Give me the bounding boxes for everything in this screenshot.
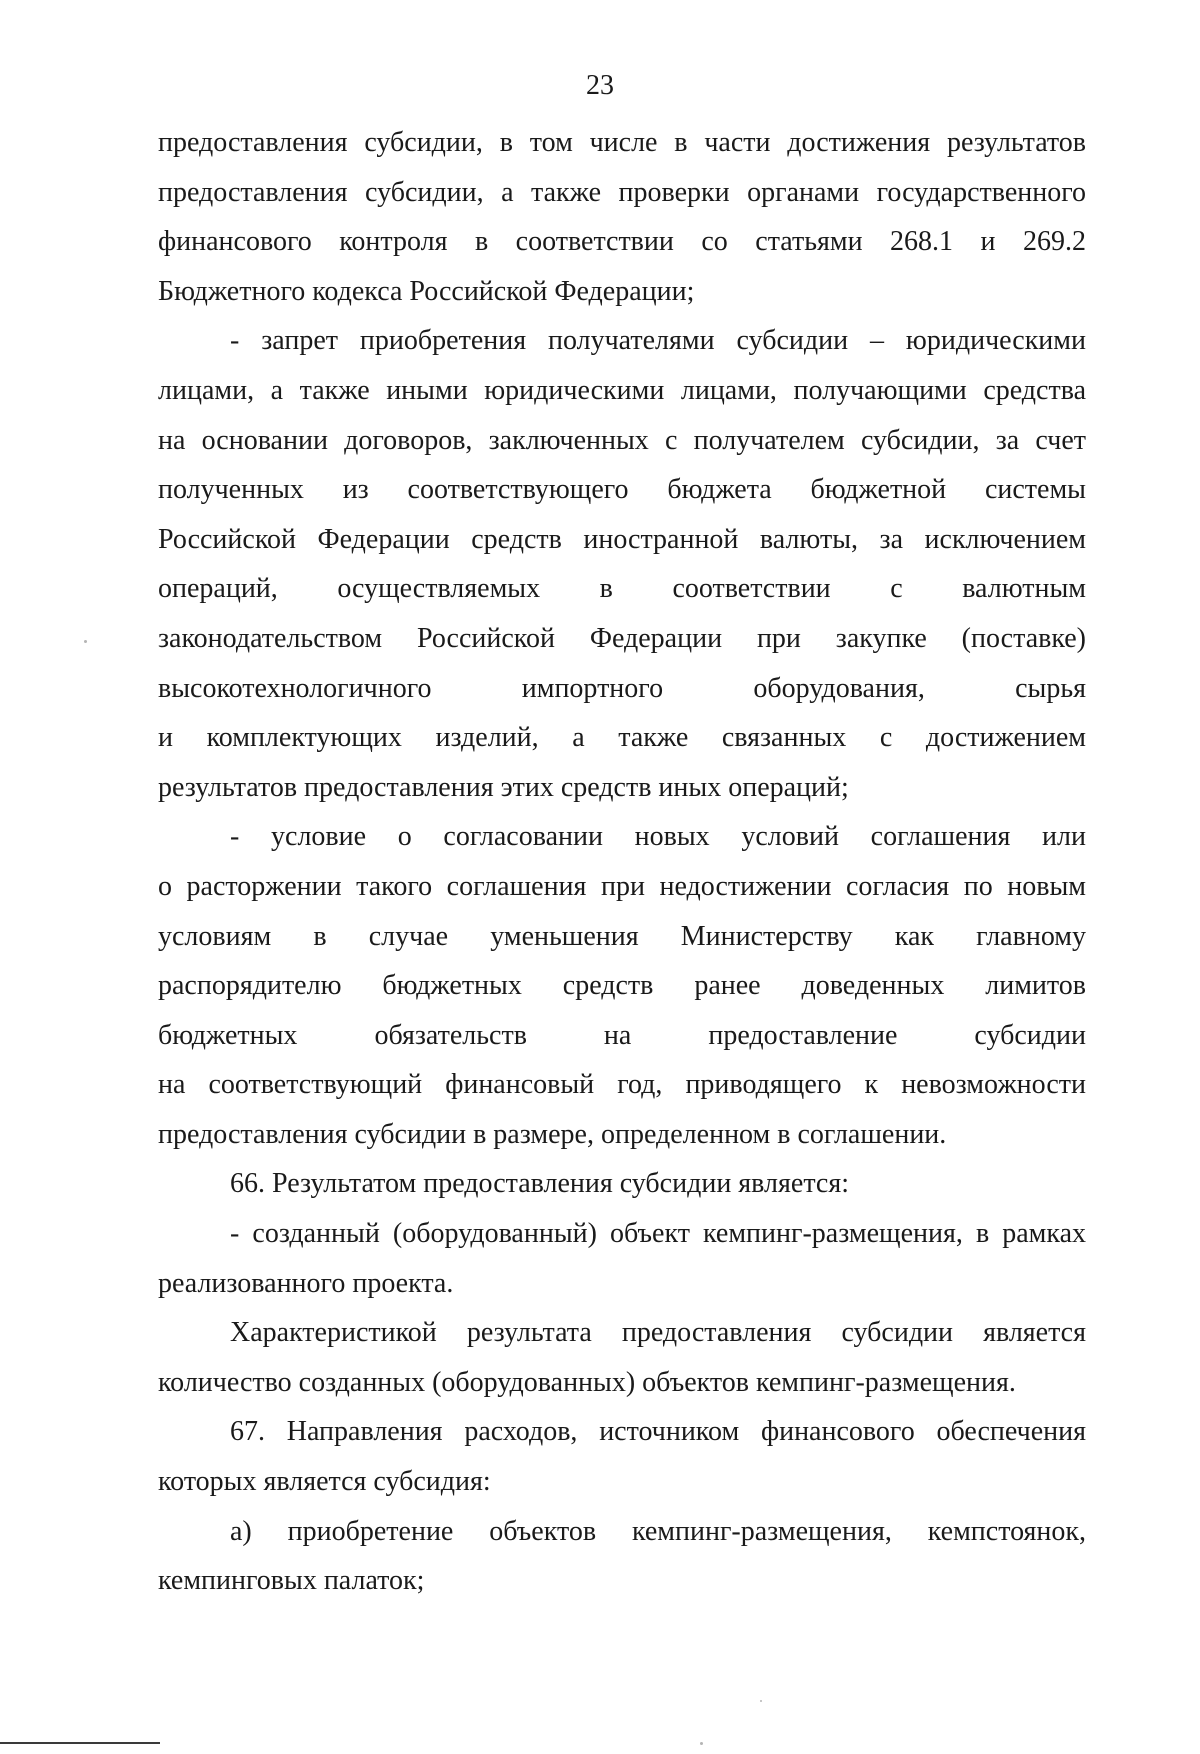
paragraph (158, 118, 1086, 316)
text-line: о расторжении такого соглашения при недостижении согласия по новым (158, 870, 1086, 902)
paragraph (158, 1507, 1086, 1606)
text-line: на соответствующий финансовый год, приводящего к невозможности (158, 1069, 1086, 1101)
text-line: законодательством Российской Федерации при закупке (поставке) (158, 622, 1086, 654)
text-line: финансового контроля в соответствии со статьями 268.1 и 269.2 (158, 226, 1086, 258)
document-body (158, 118, 1086, 1606)
text-line: лицами, а также иными юридическими лицами, получающими средства (158, 374, 1086, 406)
text-line: 66. Результатом предоставления субсидии является: (230, 1168, 849, 1200)
paragraph (158, 1407, 1086, 1506)
text-line: результатов предоставления этих средств иных операций; (158, 771, 849, 803)
text-line: и комплектующих изделий, а также связанных с достижением (158, 722, 1086, 754)
paragraph (158, 812, 1086, 1159)
text-line: предоставления субсидии в размере, определенном в соглашении. (158, 1118, 947, 1150)
text-line: Характеристикой результата предоставления субсидии является (230, 1317, 1086, 1349)
paragraph (158, 1159, 1086, 1209)
text-line: распорядителю бюджетных средств ранее доведенных лимитов (158, 970, 1086, 1002)
text-line: Бюджетного кодекса Российской Федерации; (158, 275, 695, 307)
text-line: операций, осуществляемых в соответствии с валютным (158, 573, 1086, 605)
text-line: условиям в случае уменьшения Министерству как главному (158, 920, 1086, 952)
paragraph (158, 1209, 1086, 1308)
scan-speck (84, 640, 87, 643)
text-line: на основании договоров, заключенных с получателем субсидии, за счет (158, 424, 1086, 456)
text-line: - запрет приобретения получателями субсидии – юридическими (230, 325, 1086, 357)
text-line: предоставления субсидии, в том числе в части достижения результатов (158, 127, 1086, 158)
scan-speck (760, 1700, 762, 1702)
text-line: высокотехнологичного импортного оборудования, сырья (158, 672, 1086, 704)
text-line: Российской Федерации средств иностранной валюты, за исключением (158, 523, 1086, 555)
footnote-separator (0, 1742, 160, 1744)
text-line: которых является субсидия: (158, 1466, 491, 1498)
text-line: а) приобретение объектов кемпинг-размещения, кемпстоянок, (230, 1515, 1086, 1547)
scan-speck (700, 1742, 703, 1745)
text-line: полученных из соответствующего бюджета бюджетной системы (158, 474, 1086, 506)
text-line: количество созданных (оборудованных) объектов кемпинг-размещения. (158, 1366, 1016, 1398)
text-line: реализованного проекта. (158, 1267, 454, 1299)
paragraph (158, 1308, 1086, 1407)
text-line: бюджетных обязательств на предоставление субсидии (158, 1019, 1086, 1051)
text-line: предоставления субсидии, а также проверки органами государственного (158, 176, 1086, 208)
page-number: 23 (586, 70, 614, 101)
text-line: 67. Направления расходов, источником финансового обеспечения (230, 1416, 1086, 1448)
text-line: - созданный (оборудованный) объект кемпинг-размещения, в рамках (230, 1218, 1086, 1250)
paragraph (158, 316, 1086, 812)
text-line: кемпинговых палаток; (158, 1565, 425, 1597)
text-line: - условие о согласовании новых условий соглашения или (230, 821, 1086, 853)
